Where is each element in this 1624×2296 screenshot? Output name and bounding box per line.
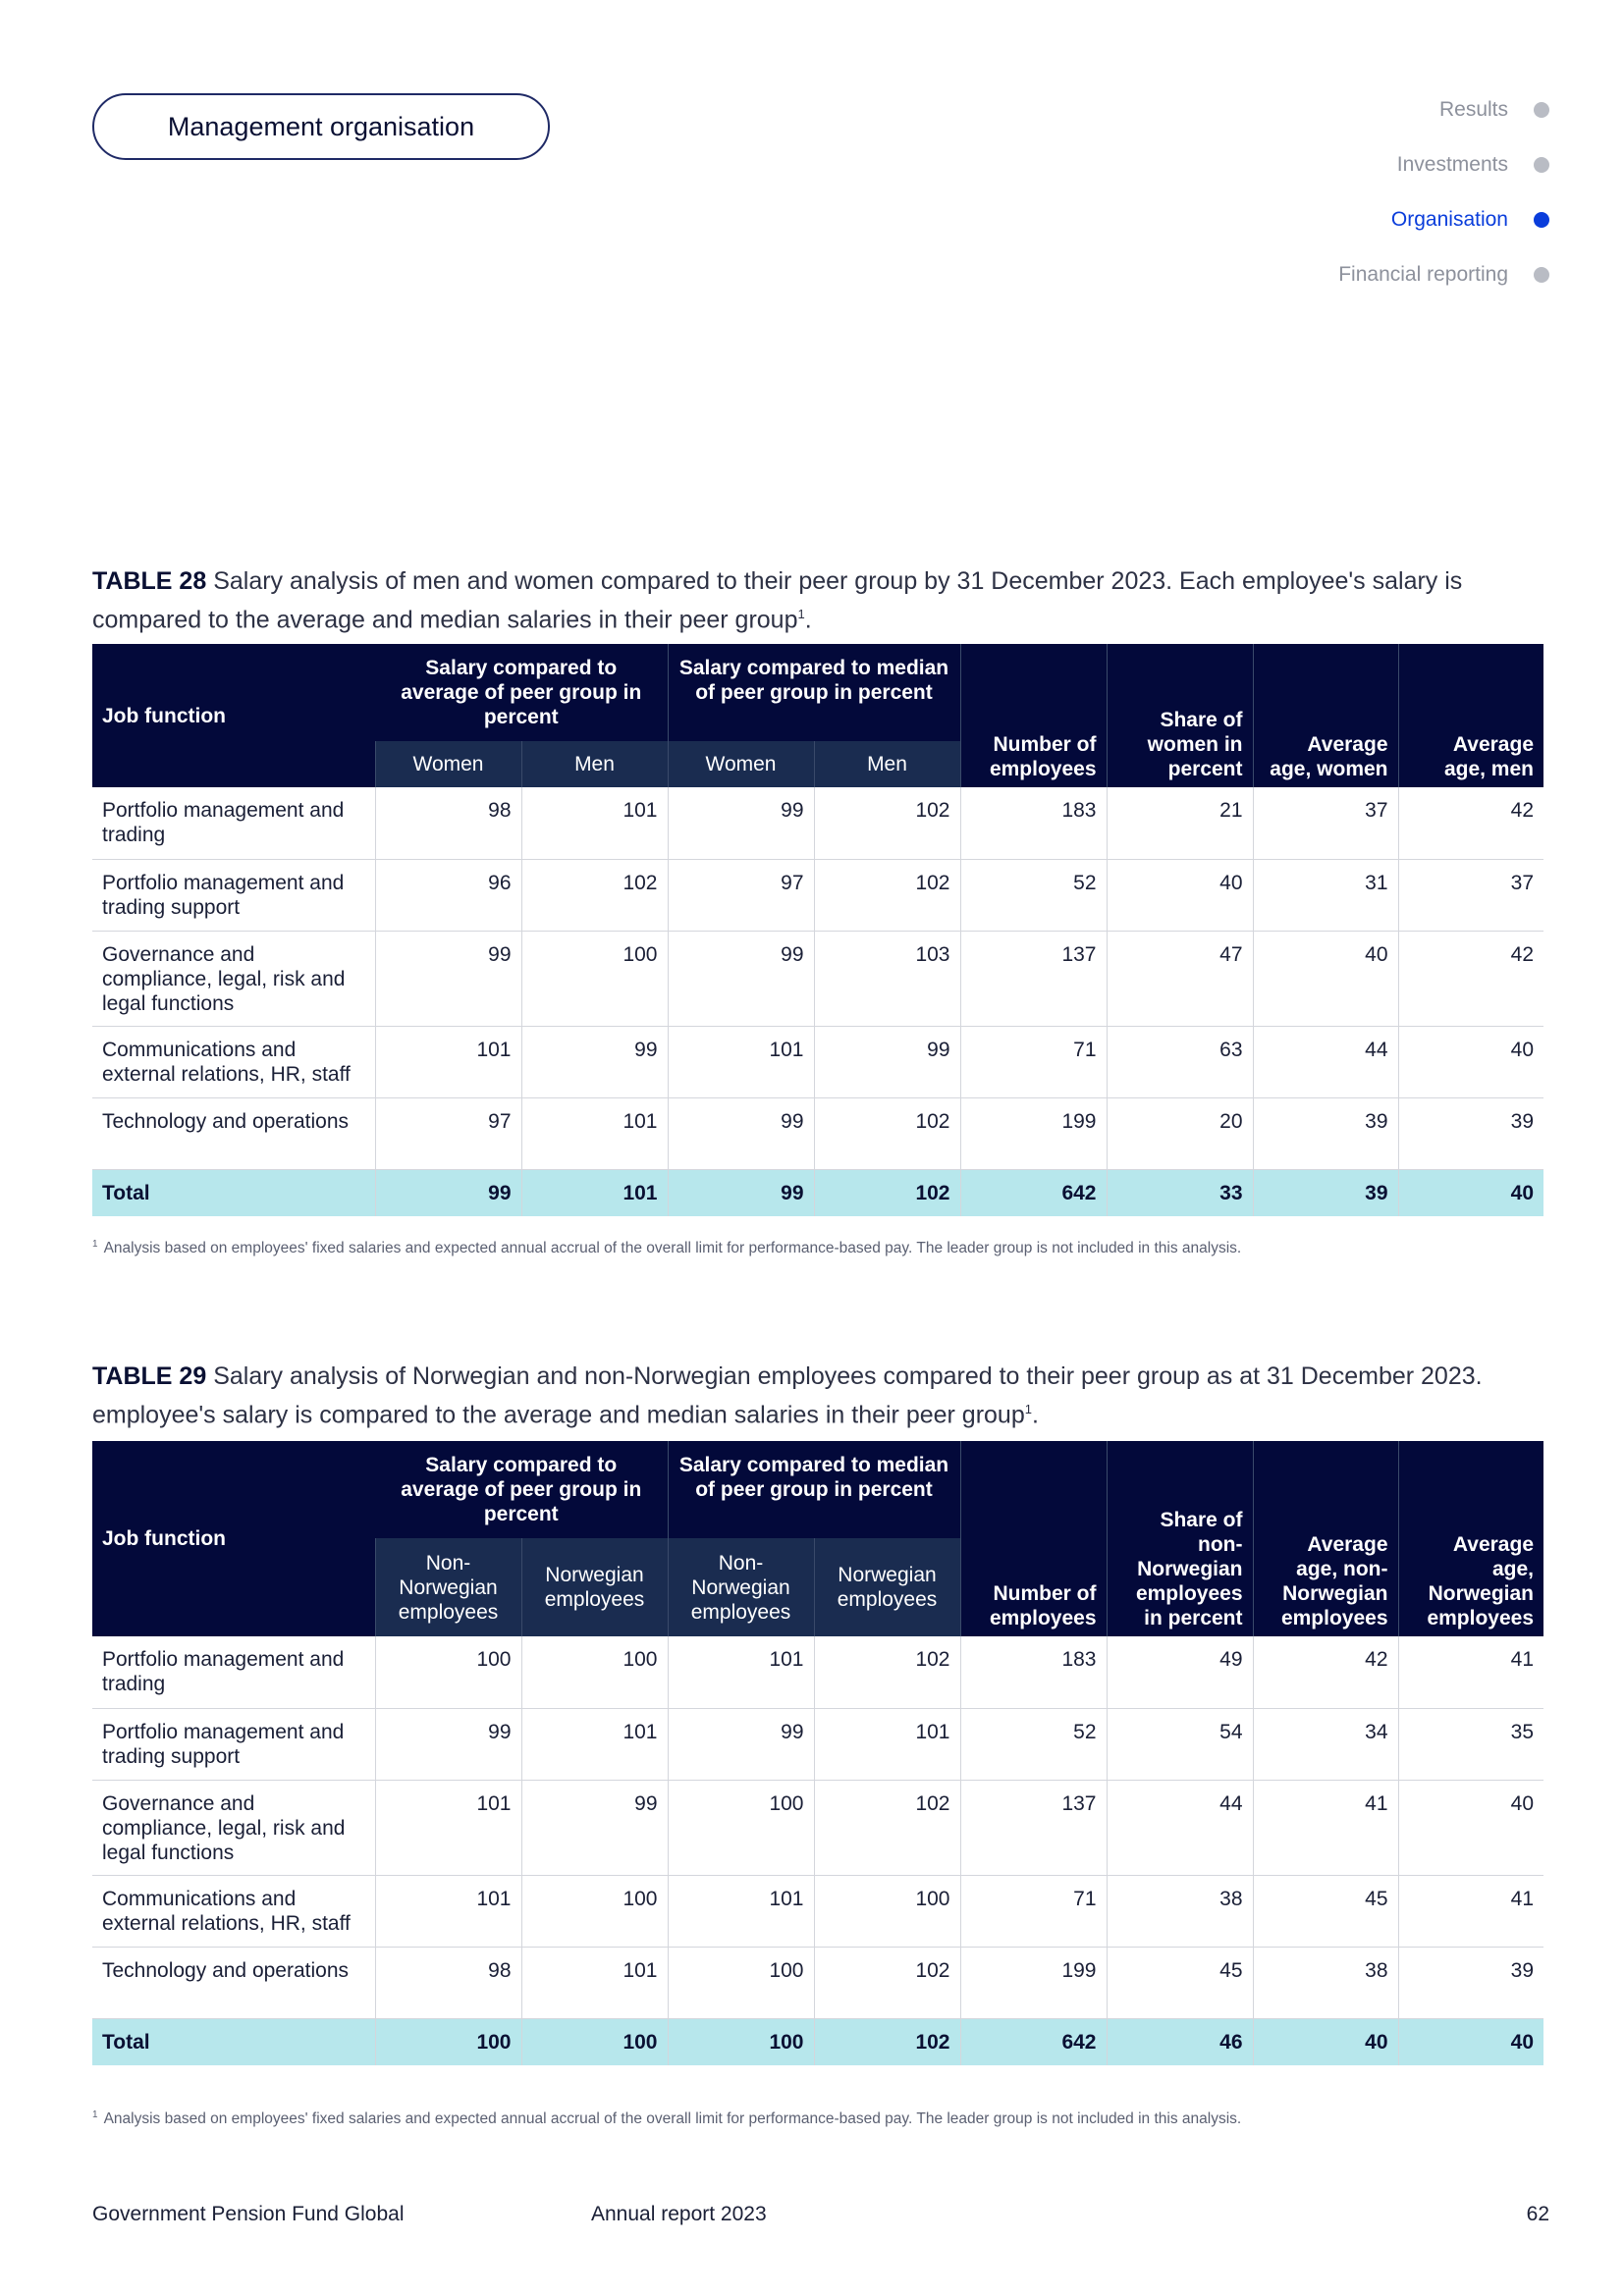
value-cell: 101 <box>521 787 668 859</box>
value-cell: 39 <box>1398 1947 1543 2018</box>
subheader-men-avg: Men <box>521 741 668 787</box>
table-row <box>92 1947 1543 2018</box>
value-cell: 102 <box>814 2018 960 2065</box>
value-cell: 42 <box>1398 787 1543 859</box>
value-cell: 137 <box>960 1780 1107 1875</box>
value-cell: 52 <box>960 859 1107 931</box>
value-cell: 38 <box>1107 1875 1253 1947</box>
value-cell: 101 <box>375 1026 521 1097</box>
value-cell: 101 <box>668 1636 814 1708</box>
header-salary-average: Salary compared to average of peer group in percent <box>375 644 668 741</box>
value-cell: 37 <box>1398 859 1543 931</box>
value-cell: 39 <box>1253 1097 1398 1169</box>
subheader-non-norwegian-avg: Non-Norwegian employees <box>375 1538 521 1636</box>
table-28-footnote <box>92 1239 1241 1257</box>
header-average-age-1: Average age, women <box>1253 644 1398 787</box>
value-cell: 45 <box>1107 1947 1253 2018</box>
value-cell: 63 <box>1107 1026 1253 1097</box>
subheader-women-avg: Women <box>375 741 521 787</box>
footnote-mark: 1 <box>92 1239 98 1250</box>
value-cell: 99 <box>668 931 814 1026</box>
job-function-cell: Governance and compliance, legal, risk and legal functions <box>92 1780 375 1875</box>
value-cell: 102 <box>814 787 960 859</box>
value-cell: 101 <box>668 1875 814 1947</box>
table-row <box>92 1780 1543 1875</box>
nav-dot-icon <box>1534 212 1549 228</box>
value-cell: 642 <box>960 1169 1107 1216</box>
table-row <box>92 1636 1543 1708</box>
nav-dot-icon <box>1534 267 1549 283</box>
footnote-mark: 1 <box>92 2109 98 2120</box>
value-cell: 100 <box>375 2018 521 2065</box>
value-cell: 97 <box>375 1097 521 1169</box>
value-cell: 98 <box>375 1947 521 2018</box>
job-function-cell: Communications and external relations, HR, staff <box>92 1875 375 1947</box>
value-cell: 41 <box>1398 1636 1543 1708</box>
job-function-cell: Portfolio management and trading support <box>92 1708 375 1780</box>
value-cell: 100 <box>668 1947 814 2018</box>
value-cell: 40 <box>1253 931 1398 1026</box>
header-average-age-2: Average age, Norwegian employees <box>1398 1441 1543 1636</box>
value-cell: 99 <box>521 1026 668 1097</box>
header-share: Share of non-Norwegian employees in percent <box>1107 1441 1253 1636</box>
value-cell: 31 <box>1253 859 1398 931</box>
value-cell: 100 <box>521 1636 668 1708</box>
value-cell: 46 <box>1107 2018 1253 2065</box>
table-row <box>92 1097 1543 1169</box>
table-28 <box>92 644 1543 1216</box>
value-cell: 99 <box>668 1708 814 1780</box>
table-row <box>92 787 1543 859</box>
value-cell: 42 <box>1398 931 1543 1026</box>
table-29-footnote <box>92 2109 1241 2128</box>
value-cell: 99 <box>814 1026 960 1097</box>
value-cell: 100 <box>521 2018 668 2065</box>
value-cell: 99 <box>668 1097 814 1169</box>
caption-period: . <box>1031 1401 1039 1429</box>
value-cell: 102 <box>814 1169 960 1216</box>
value-cell: 183 <box>960 1636 1107 1708</box>
nav-item-organisation[interactable] <box>1338 192 1549 247</box>
value-cell: 97 <box>668 859 814 931</box>
subheader-norwegian-avg: Norwegian employees <box>521 1538 668 1636</box>
job-function-cell: Total <box>92 2018 375 2065</box>
value-cell: 100 <box>521 931 668 1026</box>
value-cell: 101 <box>814 1708 960 1780</box>
value-cell: 100 <box>668 2018 814 2065</box>
header-salary-average: Salary compared to average of peer group in percent <box>375 1441 668 1538</box>
section-title: Management organisation <box>92 93 550 160</box>
value-cell: 101 <box>375 1875 521 1947</box>
value-cell: 642 <box>960 2018 1107 2065</box>
table-28-caption-text: Salary analysis of men and women compared to their peer group by 31 December 2023. Each employee's salary is compared to the average and median salaries in their peer group <box>92 567 1463 634</box>
value-cell: 99 <box>375 1169 521 1216</box>
value-cell: 99 <box>668 787 814 859</box>
page-number: 62 <box>1526 2203 1549 2225</box>
value-cell: 101 <box>668 1026 814 1097</box>
nav-dot-icon <box>1534 157 1549 173</box>
value-cell: 183 <box>960 787 1107 859</box>
value-cell: 71 <box>960 1875 1107 1947</box>
table-total-row <box>92 2018 1543 2065</box>
header-share: Share of women in percent <box>1107 644 1253 787</box>
table-29-body <box>92 1636 1543 2065</box>
header-job-function: Job function <box>92 644 375 787</box>
value-cell: 47 <box>1107 931 1253 1026</box>
value-cell: 40 <box>1253 2018 1398 2065</box>
value-cell: 39 <box>1253 1169 1398 1216</box>
value-cell: 101 <box>521 1169 668 1216</box>
job-function-cell: Technology and operations <box>92 1097 375 1169</box>
subheader-men-med: Men <box>814 741 960 787</box>
value-cell: 40 <box>1398 2018 1543 2065</box>
value-cell: 137 <box>960 931 1107 1026</box>
value-cell: 21 <box>1107 787 1253 859</box>
footnote-text: Analysis based on employees' fixed salaries and expected annual accrual of the overall limit for performance-based pay. The leader group is not included in this analysis. <box>103 2110 1242 2128</box>
value-cell: 40 <box>1107 859 1253 931</box>
header-number-employees: Number of employees <box>960 644 1107 787</box>
job-function-cell: Governance and compliance, legal, risk and legal functions <box>92 931 375 1026</box>
table-28-caption <box>92 564 1545 636</box>
table-29-caption-text: Salary analysis of Norwegian and non-Norwegian employees compared to their peer group as at 31 December 2023. employee's salary is compared to the average and median salaries in their peer group <box>92 1362 1483 1429</box>
header-job-function: Job function <box>92 1441 375 1636</box>
value-cell: 102 <box>521 859 668 931</box>
value-cell: 41 <box>1398 1875 1543 1947</box>
job-function-cell: Technology and operations <box>92 1947 375 2018</box>
table-row <box>92 1708 1543 1780</box>
value-cell: 38 <box>1253 1947 1398 2018</box>
caption-period: . <box>804 606 812 634</box>
nav-item-label: Organisation <box>1390 208 1508 231</box>
job-function-cell: Communications and external relations, HR, staff <box>92 1026 375 1097</box>
footnote-text: Analysis based on employees' fixed salaries and expected annual accrual of the overall limit for performance-based pay. The leader group is not included in this analysis. <box>103 1240 1242 1257</box>
job-function-cell: Portfolio management and trading <box>92 1636 375 1708</box>
table-29-caption <box>92 1360 1545 1431</box>
nav-item-label: Investments <box>1396 153 1508 176</box>
table-28-label: TABLE 28 <box>92 567 207 595</box>
value-cell: 71 <box>960 1026 1107 1097</box>
value-cell: 40 <box>1398 1169 1543 1216</box>
footnote-ref: 1 <box>797 607 805 621</box>
value-cell: 102 <box>814 1780 960 1875</box>
header-number-employees: Number of employees <box>960 1441 1107 1636</box>
nav-item-results[interactable] <box>1338 82 1549 137</box>
nav-item-financial-reporting[interactable] <box>1338 247 1549 302</box>
value-cell: 99 <box>668 1169 814 1216</box>
table-row <box>92 1875 1543 1947</box>
subheader-norwegian-med: Norwegian employees <box>814 1538 960 1636</box>
value-cell: 39 <box>1398 1097 1543 1169</box>
table-29 <box>92 1441 1543 2065</box>
value-cell: 33 <box>1107 1169 1253 1216</box>
value-cell: 42 <box>1253 1636 1398 1708</box>
value-cell: 100 <box>375 1636 521 1708</box>
header-salary-median: Salary compared to median of peer group in percent <box>668 644 960 741</box>
value-cell: 44 <box>1107 1780 1253 1875</box>
job-function-cell: Portfolio management and trading support <box>92 859 375 931</box>
nav-item-label: Financial reporting <box>1338 263 1508 286</box>
value-cell: 40 <box>1398 1780 1543 1875</box>
value-cell: 199 <box>960 1097 1107 1169</box>
header-average-age-2: Average age, men <box>1398 644 1543 787</box>
value-cell: 101 <box>521 1097 668 1169</box>
value-cell: 96 <box>375 859 521 931</box>
table-row <box>92 931 1543 1026</box>
value-cell: 99 <box>375 1708 521 1780</box>
value-cell: 44 <box>1253 1026 1398 1097</box>
table-28-body <box>92 787 1543 1216</box>
value-cell: 41 <box>1253 1780 1398 1875</box>
value-cell: 35 <box>1398 1708 1543 1780</box>
subheader-non-norwegian-med: Non-Norwegian employees <box>668 1538 814 1636</box>
value-cell: 100 <box>814 1875 960 1947</box>
value-cell: 102 <box>814 1097 960 1169</box>
value-cell: 40 <box>1398 1026 1543 1097</box>
value-cell: 100 <box>521 1875 668 1947</box>
value-cell: 45 <box>1253 1875 1398 1947</box>
value-cell: 98 <box>375 787 521 859</box>
table-row <box>92 1026 1543 1097</box>
value-cell: 103 <box>814 931 960 1026</box>
value-cell: 102 <box>814 1636 960 1708</box>
value-cell: 199 <box>960 1947 1107 2018</box>
value-cell: 52 <box>960 1708 1107 1780</box>
value-cell: 100 <box>668 1780 814 1875</box>
table-row <box>92 859 1543 931</box>
value-cell: 49 <box>1107 1636 1253 1708</box>
value-cell: 54 <box>1107 1708 1253 1780</box>
subheader-women-med: Women <box>668 741 814 787</box>
job-function-cell: Total <box>92 1169 375 1216</box>
value-cell: 34 <box>1253 1708 1398 1780</box>
value-cell: 102 <box>814 859 960 931</box>
value-cell: 102 <box>814 1947 960 2018</box>
nav-item-label: Results <box>1438 98 1508 121</box>
section-nav <box>1338 82 1549 302</box>
nav-dot-icon <box>1534 102 1549 118</box>
value-cell: 99 <box>521 1780 668 1875</box>
footer-report-title: Annual report 2023 <box>591 2203 767 2225</box>
footnote-ref: 1 <box>1024 1402 1032 1416</box>
value-cell: 101 <box>521 1947 668 2018</box>
value-cell: 101 <box>521 1708 668 1780</box>
nav-item-investments[interactable] <box>1338 137 1549 192</box>
table-29-label: TABLE 29 <box>92 1362 207 1390</box>
footer-publication: Government Pension Fund Global <box>92 2203 405 2225</box>
value-cell: 99 <box>375 931 521 1026</box>
value-cell: 20 <box>1107 1097 1253 1169</box>
header-average-age-1: Average age, non-Norwegian employees <box>1253 1441 1398 1636</box>
value-cell: 37 <box>1253 787 1398 859</box>
value-cell: 101 <box>375 1780 521 1875</box>
table-total-row <box>92 1169 1543 1216</box>
job-function-cell: Portfolio management and trading <box>92 787 375 859</box>
header-salary-median: Salary compared to median of peer group in percent <box>668 1441 960 1538</box>
